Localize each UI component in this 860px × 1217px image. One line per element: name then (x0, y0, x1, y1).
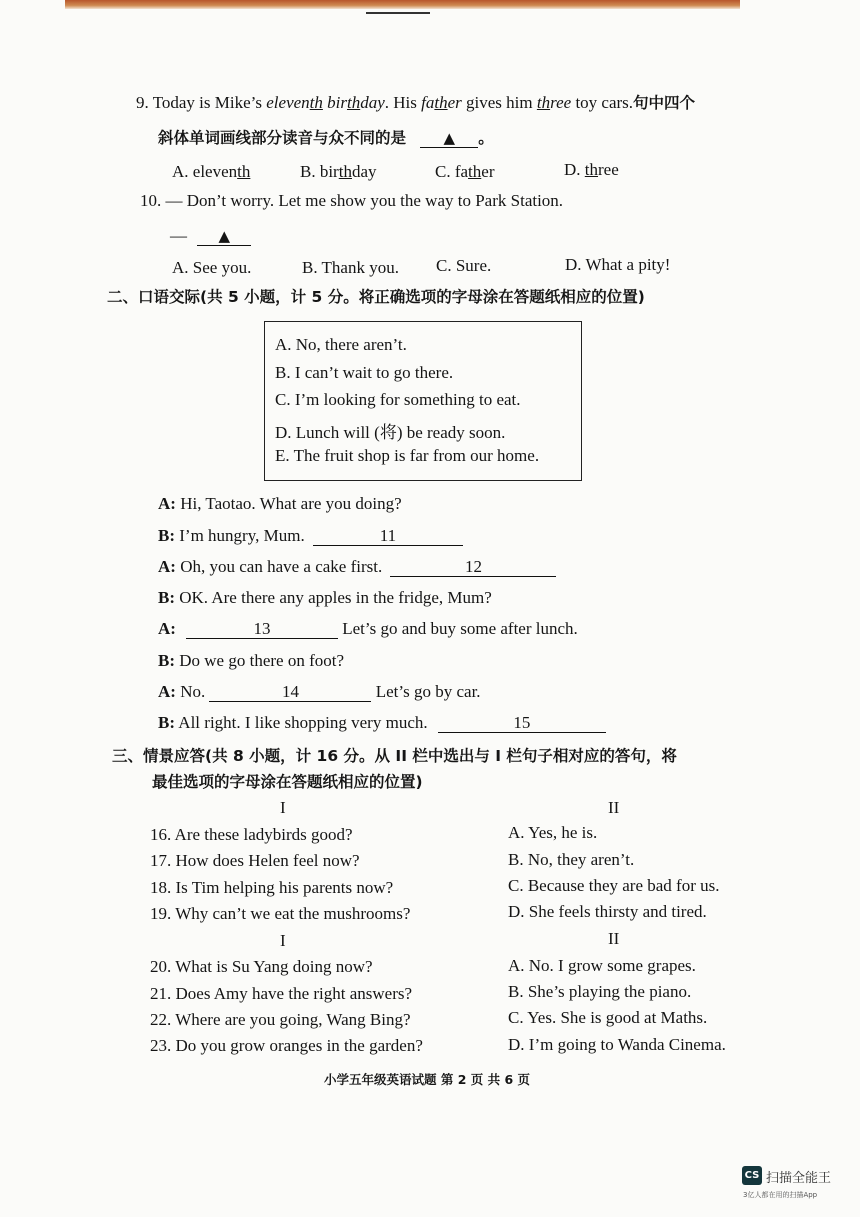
page-footer: 小学五年级英语试题 第 2 页 共 6 页 (324, 1072, 531, 1087)
q9-line2: 斜体单词画线部分读音与众不同的是 ▲ 。 (158, 129, 494, 147)
blank-13: 13 (186, 620, 338, 639)
dialogue-line: B: All right. I like shopping very much. 15 (158, 713, 606, 733)
q9-option-d: D. three (564, 160, 619, 179)
match-question: 23. Do you grow oranges in the garden? (150, 1036, 423, 1055)
dialogue-line: A: No. 14 Let’s go by car. (158, 682, 481, 701)
column-ii-header: II (608, 798, 620, 817)
q9-cn-instruction: 句中四个 (633, 94, 696, 112)
word-eleventh: eleventh (266, 93, 323, 112)
match-question: 20. What is Su Yang doing now? (150, 957, 373, 976)
match-answer: D. She feels thirsty and tired. (508, 902, 707, 921)
q9-line1: 9. Today is Mike’s eleventh birthday. His father gives him three toy cars.句中四个 (136, 93, 696, 112)
dialogue-line: A: Oh, you can have a cake first. 12 (158, 557, 556, 577)
q10-option-c: C. Sure. (436, 256, 492, 275)
match-answer: C. Yes. She is good at Maths. (508, 1008, 708, 1027)
q10-option-b: B. Thank you. (302, 258, 399, 277)
match-question: 17. How does Helen feel now? (150, 851, 360, 870)
blank-15: 15 (438, 714, 606, 733)
q9-option-b: B. birthday (300, 162, 377, 181)
option-box (264, 321, 582, 481)
section3-title-line2: 最佳选项的字母涂在答题纸相应的位置) (152, 773, 423, 791)
q9-text: Today is Mike’s (148, 93, 267, 112)
scanner-tagline: 3亿人都在用的扫描App (743, 1191, 818, 1199)
scanner-app-name: 扫描全能王 (766, 1171, 832, 1186)
blank-11: 11 (313, 527, 463, 546)
q10-option-d: D. What a pity! (565, 255, 671, 274)
match-question: 22. Where are you going, Wang Bing? (150, 1010, 411, 1029)
column-i-header: I (280, 798, 286, 817)
triangle-icon: ▲ (218, 227, 231, 245)
q9-option-a: A. eleventh (172, 162, 251, 181)
dialogue-line: A: 13 Let’s go and buy some after lunch. (158, 619, 578, 638)
box-option-b: B. I can’t wait to go there. (275, 363, 454, 382)
column-i-header: I (280, 931, 286, 950)
q10-option-a: A. See you. (172, 258, 252, 277)
q10-answer-blank (197, 227, 251, 246)
match-question: 16. Are these ladybirds good? (150, 825, 353, 844)
column-ii-header: II (608, 929, 620, 948)
q9-number: 9. (136, 93, 149, 112)
blank-14: 14 (209, 683, 371, 702)
match-answer: B. She’s playing the piano. (508, 982, 692, 1001)
dialogue-line: A: Hi, Taotao. What are you doing? (158, 494, 402, 513)
triangle-icon: ▲ (443, 129, 456, 147)
box-option-e: E. The fruit shop is far from our home. (275, 446, 540, 465)
match-answer: B. No, they aren’t. (508, 850, 635, 869)
scan-edge (65, 0, 740, 9)
dialogue-line: B: Do we go there on foot? (158, 651, 345, 670)
box-option-a: A. No, there aren’t. (275, 335, 407, 354)
q10-response: — ▲ (170, 226, 251, 246)
dialogue-line: B: OK. Are there any apples in the fridge, Mum? (158, 588, 492, 607)
match-answer: D. I’m going to Wanda Cinema. (508, 1035, 726, 1054)
match-answer: A. Yes, he is. (508, 823, 598, 842)
word-birthday: birthday (327, 93, 385, 112)
page-mark (366, 12, 430, 14)
blank-12: 12 (390, 558, 556, 577)
word-three: three (536, 93, 572, 112)
match-question: 18. Is Tim helping his parents now? (150, 878, 394, 897)
box-option-c: C. I’m looking for something to eat. (275, 390, 521, 409)
q9-option-c: C. father (435, 162, 495, 181)
box-option-d: D. Lunch will (将) be ready soon. (275, 423, 506, 442)
q9-answer-blank (420, 129, 478, 148)
match-answer: A. No. I grow some grapes. (508, 956, 696, 975)
match-answer: C. Because they are bad for us. (508, 876, 720, 895)
match-question: 21. Does Amy have the right answers? (150, 984, 413, 1003)
dialogue-line: B: I’m hungry, Mum. 11 (158, 526, 463, 546)
camscanner-logo-icon: CS (742, 1166, 762, 1185)
section2-title: 二、口语交际(共 5 小题，计 5 分。将正确选项的字母涂在答题纸相应的位置) (107, 288, 645, 306)
word-father: father (421, 93, 462, 112)
section3-title-line1: 三、情景应答(共 8 小题，计 16 分。从 II 栏中选出与 I 栏句子相对应的答句，将 (112, 747, 677, 765)
match-question: 19. Why can’t we eat the mushrooms? (150, 904, 411, 923)
q10-prompt: 10. — Don’t worry. Let me show you the way to Park Station. (140, 191, 564, 210)
